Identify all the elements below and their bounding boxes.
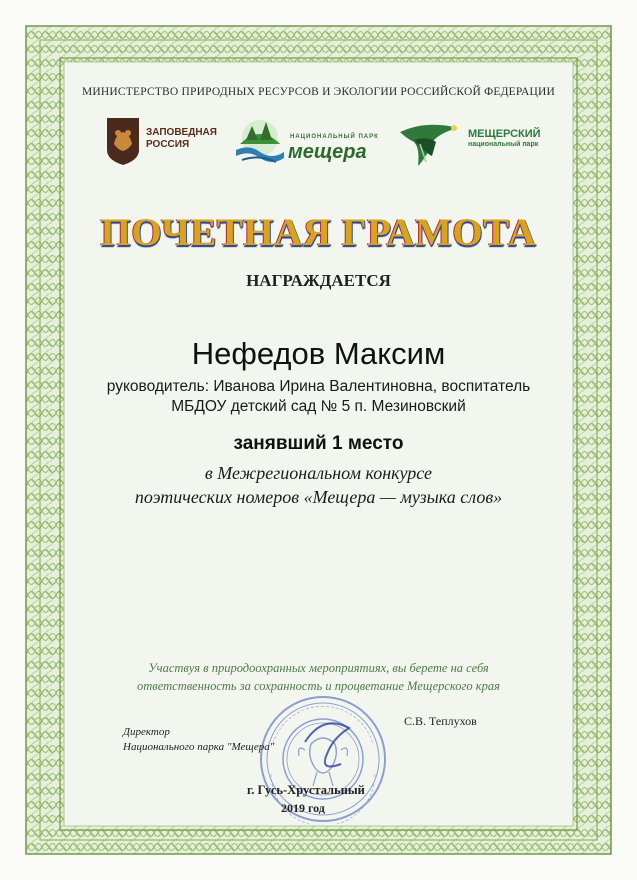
year-label: 2019 год [281, 801, 325, 815]
bird-emblem-icon [396, 118, 466, 170]
contest-line-2: поэтических номеров «Мещера — музыка слов» [134, 487, 503, 507]
meshchera-logo-big: мещера [288, 141, 367, 163]
director-org: Национального парка "Мещера" [123, 741, 275, 753]
bear-emblem-icon [104, 116, 142, 166]
signer-name: С.В. Теплухов [404, 714, 477, 728]
supervisor-line: руководитель: Иванова Ирина Валентиновна, воспитатель [106, 378, 531, 395]
city-label: г. Гусь-Хрустальный [247, 783, 365, 797]
meshchera-landscape-icon [232, 114, 288, 170]
zapovednaya-logo-line1: ЗАПОВЕДНАЯ [146, 127, 217, 138]
contest-line-1: в Межрегиональном конкурсе [204, 463, 433, 483]
place-line: занявший 1 место [233, 433, 404, 454]
school-line: МБДОУ детский сад № 5 п. Мезиновский [171, 398, 466, 415]
motto-line-1: Участвуя в природоохранных мероприятиях, вы берете на себя [148, 661, 489, 675]
zapovednaya-logo-line2: РОССИЯ [146, 139, 190, 150]
recipient-name: Нефедов Максим [191, 336, 446, 371]
awarded-label: НАГРАЖДАЕТСЯ [246, 271, 391, 290]
director-title: Директор [123, 726, 170, 738]
meshchersky-logo-line2: национальный парк [468, 141, 539, 148]
ministry-header: МИНИСТЕРСТВО ПРИРОДНЫХ РЕСУРСОВ И ЭКОЛОГИИ РОССИЙСКОЙ ФЕДЕРАЦИИ [81, 86, 556, 98]
motto-line-2: ответственность за сохранность и процветание Мещерского края [137, 679, 500, 693]
meshchersky-logo-line1: МЕЩЕРСКИЙ [468, 128, 541, 140]
certificate-title: ПОЧЕТНАЯ ГРАМОТА [100, 211, 537, 254]
meshchera-logo-small: НАЦИОНАЛЬНЫЙ ПАРК [290, 134, 379, 140]
